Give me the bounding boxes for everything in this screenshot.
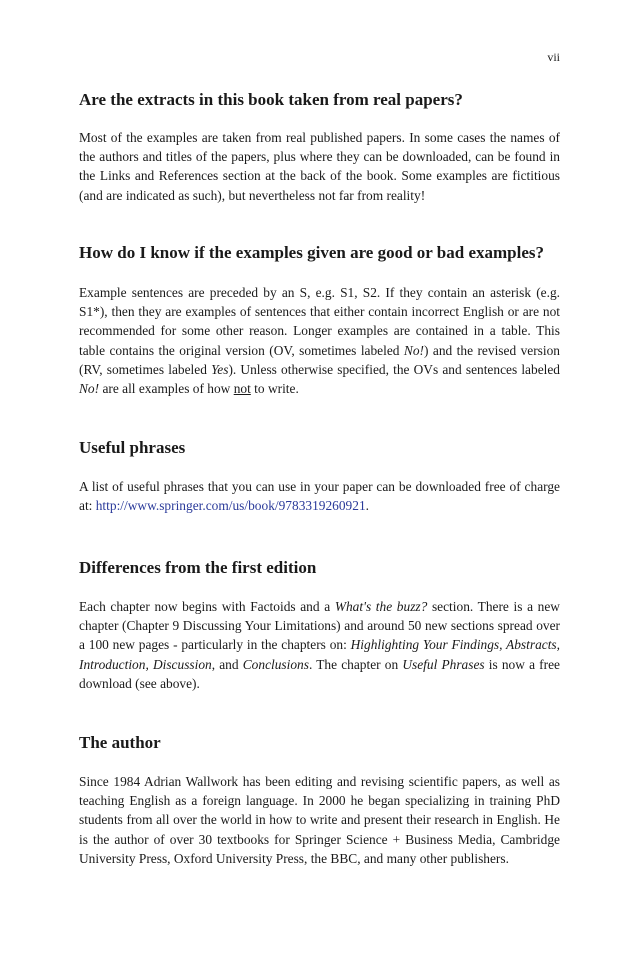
section-heading: The author <box>79 733 161 752</box>
section-author <box>79 732 560 868</box>
section-body: Since 1984 Adrian Wallwork has been editing and revising scientific papers, as well as teaching English as a foreign language. In 2000 he began specializing in training PhD students from all over the world in how to write and present their research in English. He is the author of over 30 textbooks for Springer Science + Business Media, Cambridge University Press, Oxford University Press, the BBC, and many other publishers. <box>79 774 560 866</box>
section-body: Most of the examples are taken from real published papers. In some cases the names of the authors and titles of the papers, plus where they can be downloaded, can be found in the Links and References section at the back of the book. Some examples are fictitious (and are indicated as such), but nevertheless not far from reality! <box>79 130 560 203</box>
section-heading: Are the extracts in this book taken from real papers? <box>79 90 463 109</box>
section-body: A list of useful phrases that you can use in your paper can be downloaded free of charge at: http://www.springer.com/us/book/9783319260921. <box>79 479 560 514</box>
section-body: Each chapter now begins with Factoids and a What's the buzz? section. There is a new chapter (Chapter 9 Discussing Your Limitations) and around 50 new sections spread over a 100 new pages - particularly in the chapters on: Highlighting Your Findings, Abstracts, Introduction, Discussion, and Conclusions. The chapter on Useful Phrases is now a free download (see above). <box>79 599 560 691</box>
section-useful-phrases <box>79 437 560 515</box>
section-real-papers <box>79 89 560 205</box>
section-heading: Useful phrases <box>79 438 186 457</box>
page-number: vii <box>547 50 560 64</box>
section-body: Example sentences are preceded by an S, e.g. S1, S2. If they contain an asterisk (e.g. S1*), then they are examples of sentences that either contain incorrect English or are not recommended for some other reason. Longer examples are contained in a table. This table contains the original version (OV, sometimes labeled No!) and the revised version (RV, sometimes labeled Yes). Unless otherwise specified, the OVs and sentences labeled No! are all examples of how not to write. <box>79 285 560 397</box>
section-differences <box>79 557 560 693</box>
section-heading: How do I know if the examples given are good or bad examples? <box>79 243 545 262</box>
section-heading: Differences from the first edition <box>79 558 317 577</box>
springer-book-link[interactable]: http://www.springer.com/us/book/9783319260921 <box>95 498 366 514</box>
section-good-bad-examples <box>79 242 560 398</box>
